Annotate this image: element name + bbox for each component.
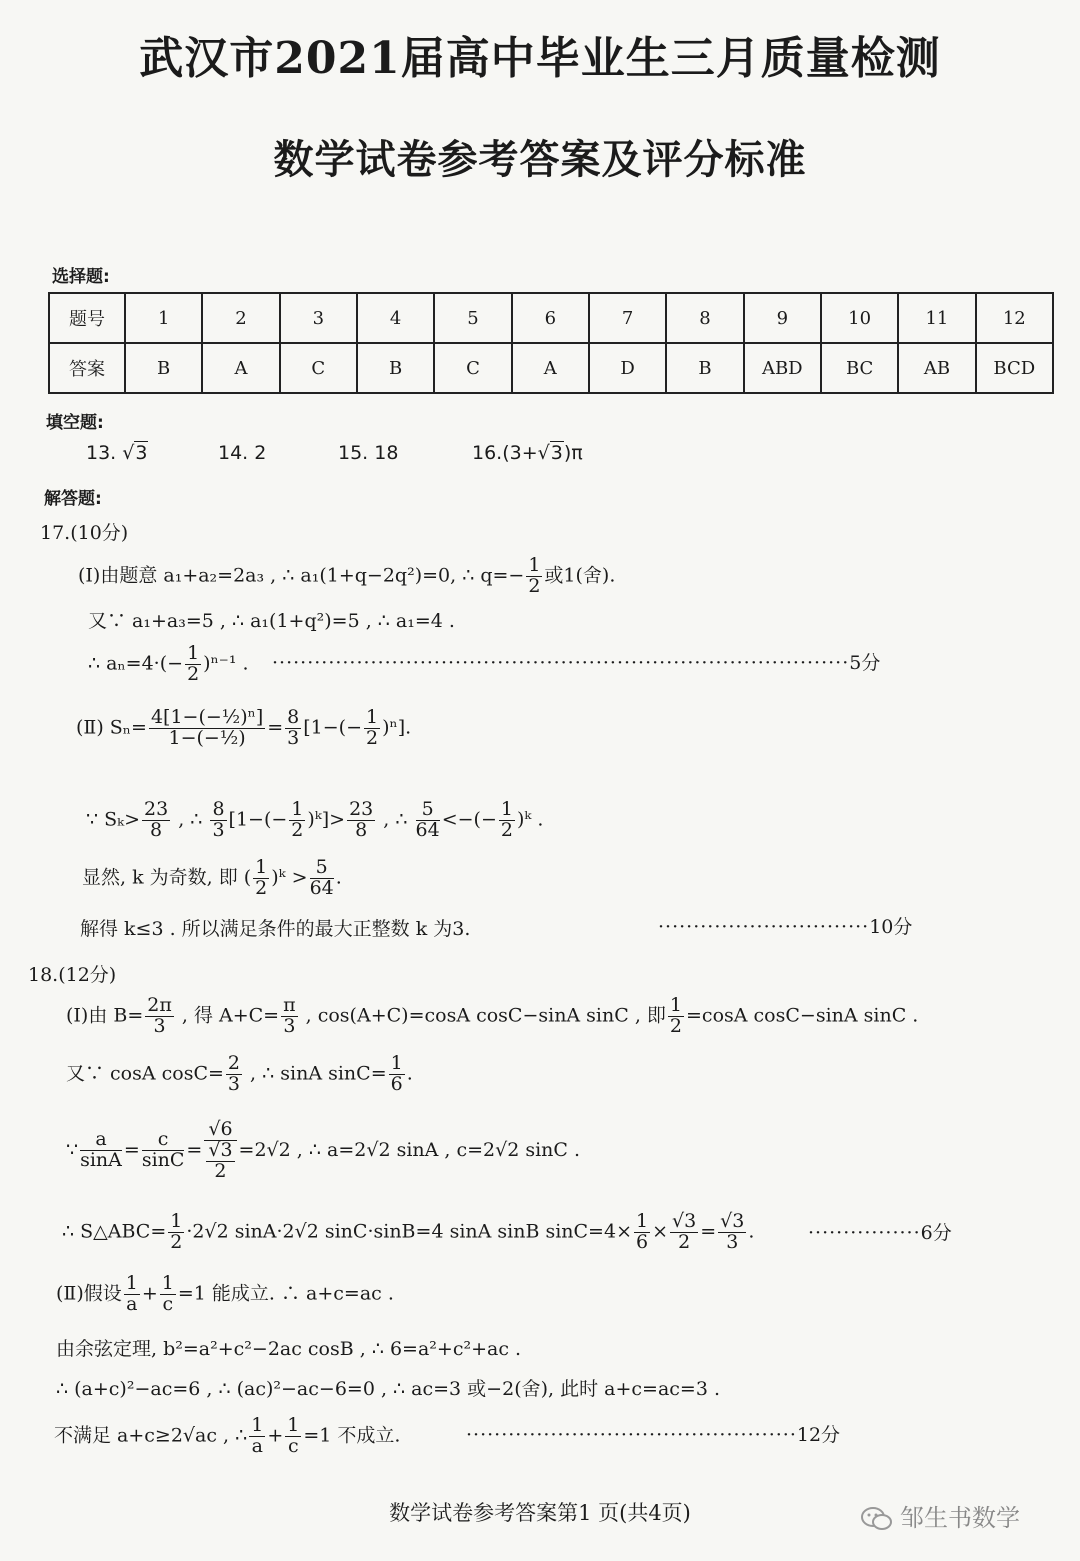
text: ·2√2 sinA·2√2 sinC·sinB=4 sinA sinB sinC=4× xyxy=(186,1220,632,1243)
table-cell: 6 xyxy=(512,293,589,343)
fraction xyxy=(142,800,170,841)
table-cell: 4 xyxy=(357,293,434,343)
wechat-icon xyxy=(860,1505,894,1533)
denominator: 2 xyxy=(214,1159,227,1182)
table-cell: BC xyxy=(821,343,898,393)
fill-answer-15: 15. 18 xyxy=(338,442,399,464)
numerator: √6 xyxy=(204,1120,236,1141)
title-line1: 武汉市2021届高中毕业生三月质量检测 xyxy=(139,33,941,84)
fraction xyxy=(416,800,440,841)
p18-line2 xyxy=(66,1054,413,1095)
text: 显然, k 为奇数, 即 ( xyxy=(82,866,252,889)
fill-part: )π xyxy=(563,442,583,464)
fraction xyxy=(499,800,515,841)
table-cell: 5 xyxy=(434,293,511,343)
text: )ᵏ . xyxy=(516,808,544,831)
fraction xyxy=(364,708,380,749)
p18-line4 xyxy=(62,1212,754,1253)
table-cell: 10 xyxy=(821,293,898,343)
numerator: 1 xyxy=(187,642,200,664)
section-fill: 填空题: xyxy=(46,413,104,433)
table-cell: D xyxy=(589,343,666,393)
text: (Ⅰ)由 B= xyxy=(66,1004,144,1027)
denominator: c xyxy=(162,1292,174,1315)
answer-table xyxy=(48,292,1054,394)
text: ∵ Sₖ> xyxy=(86,808,140,831)
table-cell: B xyxy=(357,343,434,393)
fraction xyxy=(210,800,226,841)
numerator: 1 xyxy=(500,798,513,820)
p17-line7: 解得 k≤3 . 所以满足条件的最大正整数 k 为3. xyxy=(80,918,471,940)
numerator: 1 xyxy=(636,1210,649,1232)
text: )ⁿ]. xyxy=(382,716,412,739)
text: + xyxy=(141,1282,158,1305)
numerator: 1 xyxy=(366,706,379,728)
denominator: 64 xyxy=(309,876,334,899)
text: , ∴ xyxy=(377,808,414,831)
text: <−(− xyxy=(441,808,497,831)
page-footer: 数学试卷参考答案第1 页(共4页) xyxy=(389,1501,691,1525)
text: [1−(− xyxy=(303,716,363,739)
numerator: 1 xyxy=(255,856,268,878)
text: = xyxy=(123,1138,140,1161)
p18-line6: 由余弦定理, b²=a²+c²−2ac cosB , ∴ 6=a²+c²+ac . xyxy=(56,1338,522,1360)
text: = xyxy=(267,716,284,739)
text: , 得 A+C= xyxy=(175,1004,280,1027)
fraction xyxy=(289,800,305,841)
denominator: 3 xyxy=(283,1014,296,1037)
denominator: 3 xyxy=(212,818,225,841)
fraction xyxy=(285,708,301,749)
numerator: 1 xyxy=(528,554,541,576)
numerator: a xyxy=(80,1130,122,1151)
score-6: ················6分 xyxy=(808,1222,952,1244)
p18-line3 xyxy=(66,1120,580,1182)
fraction xyxy=(145,996,174,1037)
text: = xyxy=(700,1220,717,1243)
denominator: a xyxy=(251,1434,263,1457)
fill-answer-13: 13. √3 xyxy=(86,442,148,464)
text: )ᵏ > xyxy=(271,866,308,889)
numerator: √3 xyxy=(720,1210,745,1232)
score-text: 6分 xyxy=(920,1222,952,1244)
fraction xyxy=(634,1212,650,1253)
p18-line1 xyxy=(66,996,918,1037)
fraction xyxy=(310,858,334,899)
denominator: 2 xyxy=(528,574,541,597)
denominator: 1−(−½) xyxy=(168,726,246,749)
table-cell: BCD xyxy=(976,343,1053,393)
numerator: 5 xyxy=(310,858,334,879)
text: =1 不成立. xyxy=(303,1424,401,1447)
watermark xyxy=(860,1498,1020,1533)
numerator: 1 xyxy=(390,1052,403,1074)
denominator: 3 xyxy=(726,1230,739,1253)
numerator: 23 xyxy=(144,798,169,820)
denominator: 2 xyxy=(366,726,379,749)
numerator: c xyxy=(142,1130,185,1151)
text: 或1(舍). xyxy=(544,564,616,587)
table-cell: 12 xyxy=(976,293,1053,343)
fraction xyxy=(281,996,298,1037)
denominator: sinC xyxy=(141,1149,185,1172)
p18-line7: ∴ (a+c)²−ac=6 , ∴ (ac)²−ac−6=0 , ∴ ac=3 或−2(舍), 此时 a+c=ac=3 . xyxy=(56,1378,720,1400)
denominator: sinA xyxy=(80,1149,122,1172)
table-cell: 3 xyxy=(280,293,357,343)
denominator: 2 xyxy=(500,818,513,841)
p17-line1 xyxy=(78,556,615,597)
text: (Ⅱ) Sₙ= xyxy=(76,716,147,739)
text: , ∴ sinA sinC= xyxy=(244,1062,387,1085)
fill-part: 16.(3+ xyxy=(472,442,538,464)
text: . xyxy=(748,1220,755,1243)
denominator: 2 xyxy=(170,1230,183,1253)
text: 又∵ cosA cosC= xyxy=(66,1062,224,1085)
text: (Ⅰ)由题意 a₁+a₂=2a₃ , ∴ a₁(1+q−2q²)=0, ∴ q=− xyxy=(78,564,525,587)
table-header-answer: 答案 xyxy=(49,343,125,393)
table-cell: A xyxy=(202,343,279,393)
fraction xyxy=(149,708,265,749)
fraction xyxy=(168,1212,184,1253)
table-header-number: 题号 xyxy=(49,293,125,343)
fraction xyxy=(204,1120,236,1182)
table-cell: C xyxy=(434,343,511,393)
table-cell: 7 xyxy=(589,293,666,343)
score-10: ······························10分 xyxy=(658,916,913,938)
denominator: 2 xyxy=(678,1230,691,1253)
denominator: 3 xyxy=(153,1014,166,1037)
text: = xyxy=(186,1138,203,1161)
fraction xyxy=(668,996,684,1037)
text: )ⁿ⁻¹ . xyxy=(203,652,249,675)
denominator: 2 xyxy=(187,662,200,685)
fraction xyxy=(253,858,269,899)
numerator: 1 xyxy=(170,1210,183,1232)
sqrt-value: 3 xyxy=(135,442,148,464)
watermark-text: 邹生书数学 xyxy=(900,1504,1020,1532)
denominator: 2 xyxy=(255,876,268,899)
problem-18-heading: 18.(12分) xyxy=(28,964,117,986)
numerator: 1 xyxy=(161,1272,174,1294)
numerator: √3 xyxy=(672,1210,697,1232)
table-cell: B xyxy=(125,343,202,393)
p17-line5 xyxy=(86,800,543,841)
numerator: π xyxy=(283,994,296,1016)
fraction xyxy=(185,644,201,685)
table-cell: A xyxy=(512,343,589,393)
fraction xyxy=(160,1274,176,1315)
table-cell: 9 xyxy=(744,293,821,343)
p17-line6 xyxy=(82,858,342,899)
text: )ᵏ]> xyxy=(307,808,346,831)
numerator: 1 xyxy=(251,1414,264,1436)
text: ∵ xyxy=(66,1138,79,1161)
text: [1−(− xyxy=(228,808,288,831)
denominator: 2 xyxy=(669,1014,683,1037)
fraction xyxy=(670,1212,698,1253)
numerator: 8 xyxy=(287,706,300,728)
denominator: 6 xyxy=(636,1230,649,1253)
denominator: 64 xyxy=(415,818,440,841)
table-cell: 1 xyxy=(125,293,202,343)
text: . xyxy=(335,866,342,889)
section-solve: 解答题: xyxy=(44,489,102,509)
table-cell: 11 xyxy=(898,293,975,343)
numerator: √3 xyxy=(208,1138,233,1161)
numerator: 1 xyxy=(125,1272,138,1294)
fraction xyxy=(80,1130,122,1171)
denominator: 6 xyxy=(390,1072,403,1095)
p18-line5 xyxy=(56,1274,394,1315)
fraction xyxy=(206,1138,234,1182)
fill-label: 13. xyxy=(86,442,117,464)
text: =cosA cosC−sinA sinC . xyxy=(686,1004,919,1027)
score-text: 10分 xyxy=(869,916,913,938)
text: ∴ aₙ=4·(− xyxy=(88,652,184,675)
fraction xyxy=(347,800,375,841)
p17-line4 xyxy=(76,708,411,749)
score-text: 5分 xyxy=(849,652,881,674)
text: × xyxy=(652,1220,669,1243)
fill-answer-14: 14. 2 xyxy=(218,442,267,464)
numerator: 23 xyxy=(349,798,374,820)
fraction xyxy=(285,1416,301,1457)
denominator: 2 xyxy=(291,818,304,841)
numerator: 8 xyxy=(212,798,225,820)
text: , ∴ xyxy=(172,808,209,831)
denominator: 3 xyxy=(227,1072,241,1095)
text: 不满足 a+c≥2√ac , ∴ xyxy=(54,1424,248,1447)
fraction xyxy=(226,1054,242,1095)
table-cell: B xyxy=(666,343,743,393)
fraction xyxy=(124,1274,140,1315)
table-cell: 8 xyxy=(666,293,743,343)
numerator: 2 xyxy=(227,1052,241,1074)
text: =2√2 , ∴ a=2√2 sinA , c=2√2 sinC . xyxy=(238,1138,581,1161)
table-cell: 2 xyxy=(202,293,279,343)
section-choice: 选择题: xyxy=(52,267,110,287)
text: + xyxy=(267,1424,284,1447)
table-row-answers xyxy=(49,343,1053,393)
score-text: 12分 xyxy=(796,1424,841,1446)
text: (Ⅱ)假设 xyxy=(56,1282,122,1305)
numerator: 5 xyxy=(416,800,440,821)
p18-line8 xyxy=(54,1416,400,1457)
denominator: a xyxy=(126,1292,138,1315)
text: . xyxy=(406,1062,413,1085)
p17-line2: 又∵ a₁+a₃=5 , ∴ a₁(1+q²)=5 , ∴ a₁=4 . xyxy=(88,610,455,632)
fraction xyxy=(389,1054,405,1095)
numerator: 1 xyxy=(291,798,304,820)
p17-line3 xyxy=(88,644,249,685)
text: =1 能成立. ∴ a+c=ac . xyxy=(177,1282,394,1305)
table-cell: AB xyxy=(898,343,975,393)
fraction xyxy=(718,1212,746,1253)
denominator: 8 xyxy=(355,818,368,841)
numerator: 4[1−(−½)ⁿ] xyxy=(150,706,264,728)
table-row-numbers xyxy=(49,293,1053,343)
numerator: 1 xyxy=(287,1414,300,1436)
title-line2: 数学试卷参考答案及评分标准 xyxy=(273,136,807,183)
text: ∴ S△ABC= xyxy=(62,1220,167,1243)
score-12: ···············································12分 xyxy=(466,1424,841,1446)
fraction xyxy=(142,1130,185,1171)
fraction xyxy=(526,556,542,597)
sqrt-value: 3 xyxy=(550,442,563,464)
denominator: 8 xyxy=(150,818,163,841)
table-cell: ABD xyxy=(744,343,821,393)
denominator: c xyxy=(287,1434,299,1457)
table-cell: C xyxy=(280,343,357,393)
problem-17-heading: 17.(10分) xyxy=(40,522,129,544)
text: , cos(A+C)=cosA cosC−sinA sinC , 即 xyxy=(299,1004,666,1027)
score-5: ··················································································5分 xyxy=(272,652,881,674)
fill-answer-16: 16.(3+√3)π xyxy=(472,442,583,464)
fraction xyxy=(249,1416,265,1457)
denominator: 3 xyxy=(287,726,300,749)
numerator: 2π xyxy=(147,994,172,1016)
numerator: 1 xyxy=(669,994,683,1016)
